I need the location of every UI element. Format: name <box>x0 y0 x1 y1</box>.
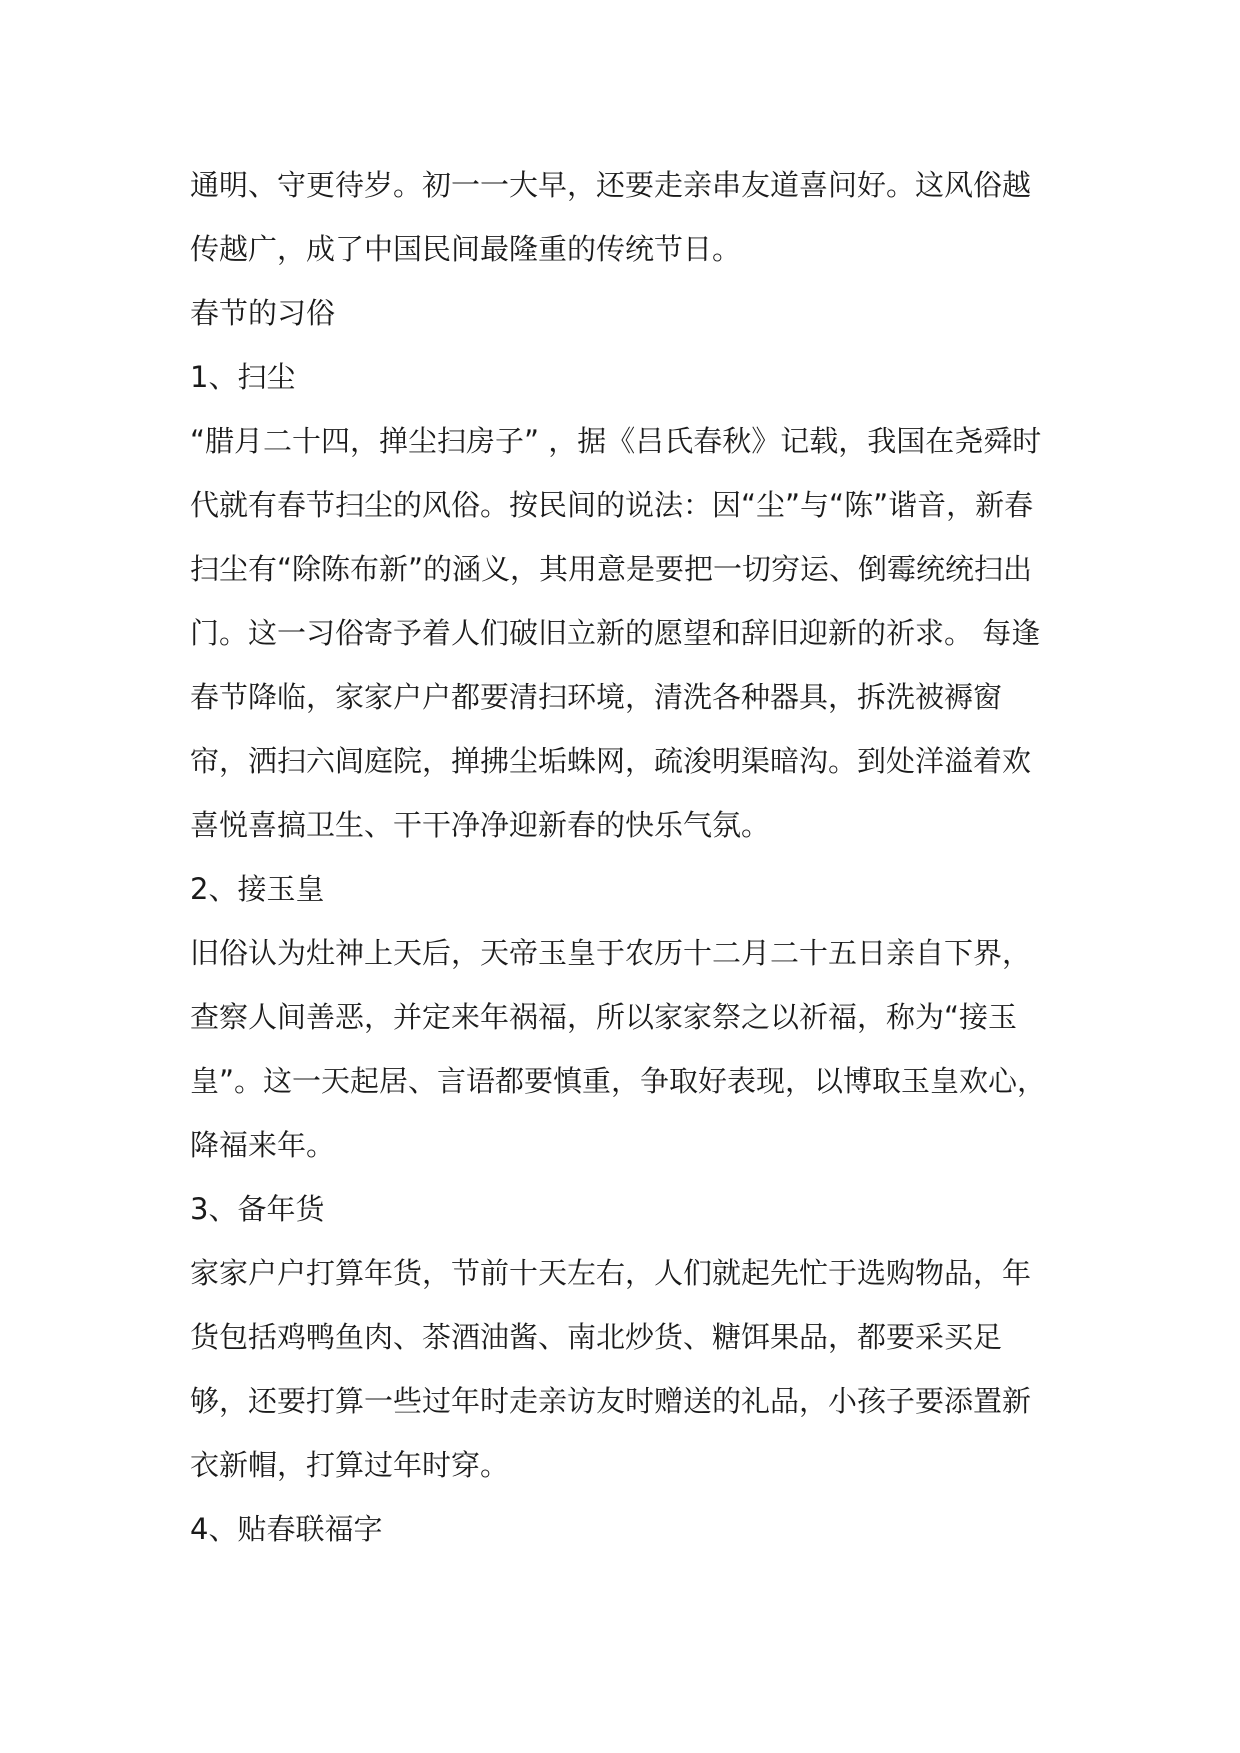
item-heading-1 <box>190 345 1062 409</box>
item-heading-text: 1、扫尘 <box>190 360 296 394</box>
section-title-text: 春节的习俗 <box>190 296 336 330</box>
paragraph-line: 降福来年。 <box>190 1128 336 1162</box>
item-heading-3 <box>190 1177 1062 1241</box>
paragraph-line: 家家户户打算年货，节前十天左右，人们就起先忙于选购物品，年 <box>190 1256 1032 1290</box>
item-heading-text: 3、备年货 <box>190 1192 325 1226</box>
paragraph-line: 帘，洒扫六闾庭院，掸拂尘垢蛛网，疏浚明渠暗沟。到处洋溢着欢 <box>190 744 1032 778</box>
paragraph-line: 旧俗认为灶神上天后，天帝玉皇于农历十二月二十五日亲自下界， <box>190 936 1032 970</box>
item-paragraph-2 <box>190 921 1062 1177</box>
paragraph-line: 春节降临，家家户户都要清扫环境，清洗各种器具，拆洗被褥窗 <box>190 680 1003 714</box>
item-paragraph-1 <box>190 409 1062 857</box>
item-heading-4 <box>190 1497 1062 1561</box>
paragraph-line: 货包括鸡鸭鱼肉、茶酒油酱、南北炒货、糖饵果品，都要采买足 <box>190 1320 1003 1354</box>
paragraph-line: 代就有春节扫尘的风俗。按民间的说法：因“尘”与“陈”谐音，新春 <box>190 488 1034 522</box>
paragraph-line: 门。这一习俗寄予着人们破旧立新的愿望和辞旧迎新的祈求。 每逢 <box>190 616 1041 650</box>
paragraph-line: 够，还要打算一些过年时走亲访友时赠送的礼品，小孩子要添置新 <box>190 1384 1032 1418</box>
paragraph-line: 喜悦喜搞卫生、干干净净迎新春的快乐气氛。 <box>190 808 771 842</box>
item-heading-text: 2、接玉皇 <box>190 872 325 906</box>
paragraph-line: 查察人间善恶，并定来年祸福，所以家家祭之以祈福，称为“接玉 <box>190 1000 1018 1034</box>
paragraph-line: 传越广，成了中国民间最隆重的传统节日。 <box>190 232 742 266</box>
paragraph-line: 扫尘有“除陈布新”的涵义，其用意是要把一切穷运、倒霉统统扫出 <box>190 552 1033 586</box>
intro-paragraph <box>190 153 1062 281</box>
section-title <box>190 281 1062 345</box>
paragraph-line: 通明、守更待岁。初一一大早，还要走亲串友道喜问好。这风俗越 <box>190 168 1032 202</box>
item-heading-text: 4、贴春联福字 <box>190 1512 383 1546</box>
paragraph-line: “腊月二十四，掸尘扫房子” ，据《吕氏春秋》记载，我国在尧舜时 <box>190 424 1042 458</box>
item-heading-2 <box>190 857 1062 921</box>
item-paragraph-3 <box>190 1241 1062 1497</box>
paragraph-line: 衣新帽，打算过年时穿。 <box>190 1448 510 1482</box>
paragraph-line: 皇”。这一天起居、言语都要慎重，争取好表现，以博取玉皇欢心， <box>190 1064 1047 1098</box>
